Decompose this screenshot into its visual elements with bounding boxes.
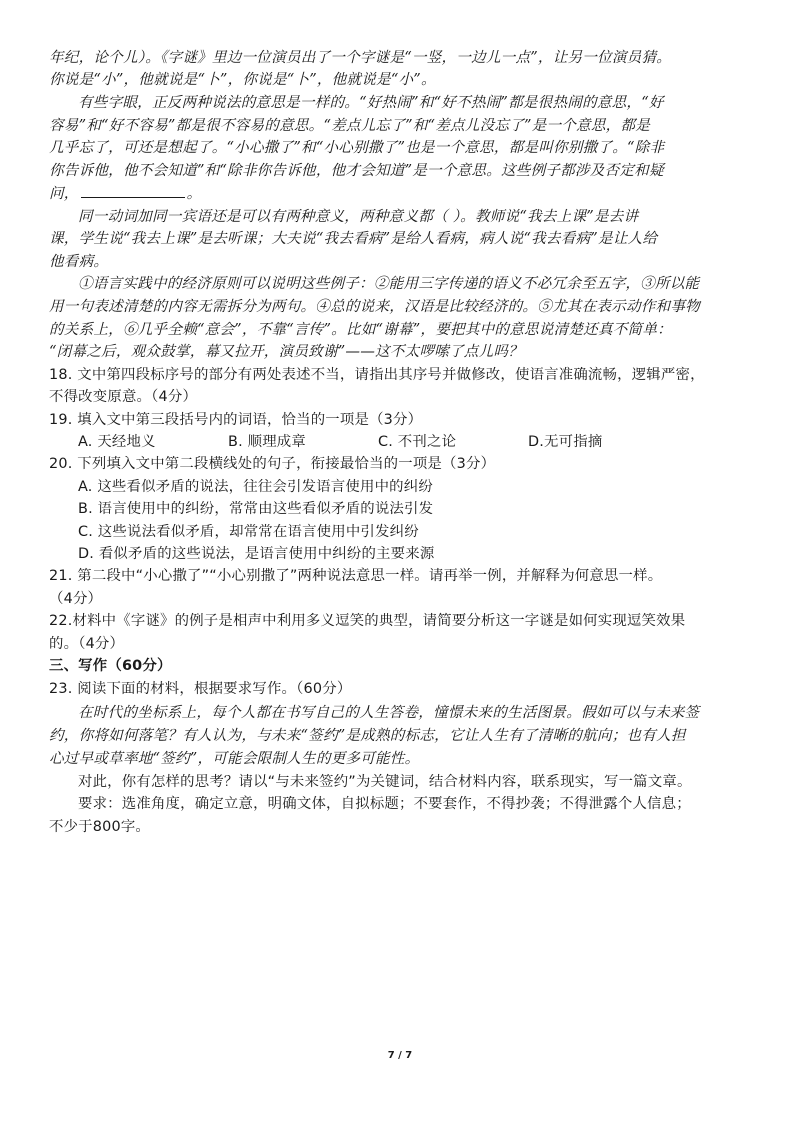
passage-line: 同一动词加同一宾语还是可以有两种意义，两种意义都（ ）。教师说“我去上课”是去讲 — [78, 208, 639, 225]
passage-line: 课，学生说“我去上课”是去听课；大夫说“我去看病”是给人看病，病人说“我去看病”是让人给 — [49, 230, 658, 247]
question-22-cont: 的。（4分） — [49, 636, 125, 652]
question-21-cont: （4分） — [49, 591, 103, 607]
question-18: 18. 文中第四段标序号的部分有两处表述不当，请指出其序号并做修改，使语言准确流畅，逻辑严密， — [49, 367, 705, 383]
passage-line: 用一句表述清楚的内容无需拆分为两句。④总的说来，汉语是比较经济的。⑤尤其在表示动作和事物 — [49, 298, 700, 315]
answer-blank — [81, 183, 185, 198]
passage-line: 几乎忘了，可还是想起了。“小心撒了”和“小心别撒了”也是一个意思，都是叫你别撒了。“除非 — [49, 139, 665, 156]
question-19-options — [78, 431, 790, 453]
option-d: D. 看似矛盾的这些说法，是语言使用中纠纷的主要来源 — [78, 546, 435, 562]
option-c: C. 不刊之论 — [378, 434, 457, 450]
writing-requirements: 要求：选准角度，确定立意，明确文体，自拟标题；不要套作，不得抄袭；不得泄露个人信息； — [78, 796, 691, 812]
material-line: 心过早或草率地“签约”，可能会限制人生的更多可能性。 — [49, 750, 420, 767]
passage-line: 的关系上，⑥几乎全赖“意会”，不靠“言传”。比如“谢幕”，要把其中的意思说清楚还真不简单： — [49, 321, 672, 338]
section-title: 三、写作（60分） — [49, 658, 172, 674]
option-d: D.无可指摘 — [528, 434, 603, 450]
material-line: 约，你将如何落笔？有人认为，与未来“签约”是成熟的标志，它让人生有了清晰的航向；也有人担 — [49, 727, 686, 744]
passage-line: 他看病。 — [49, 253, 109, 270]
passage-line: 有些字眼，正反两种说法的意思是一样的。“好热闹”和“好不热闹”都是很热闹的意思，“好 — [78, 94, 664, 111]
question-22: 22.材料中《字谜》的例子是相声中利用多义逗笑的典型，请简要分析这一字谜是如何实现逗笑效果 — [49, 613, 686, 629]
option-c: C. 这些说法看似矛盾，却常常在语言使用中引发纠纷 — [78, 524, 419, 540]
question-23: 23. 阅读下面的材料，根据要求写作。（60分） — [49, 681, 352, 697]
passage-line: 容易”和“好不容易”都是很不容易的意思。“差点儿忘了”和“差点儿没忘了”是一个意思，都是 — [49, 117, 650, 134]
passage-text: 问， — [49, 185, 79, 202]
passage-line: 你告诉他，他不会知道”和“除非你告诉他，他才会知道”是一个意思。这些例子都涉及否定和疑 — [49, 162, 664, 179]
question-19: 19. 填入文中第三段括号内的词语，恰当的一项是（3分） — [49, 412, 423, 428]
passage-line: “闭幕之后，观众鼓掌，幕又拉开，演员致谢”——这不太啰嗦了点儿吗？ — [49, 343, 523, 360]
question-21: 21. 第二段中“小心撒了”“小心别撒了”两种说法意思一样。请再举一例，并解释为何意思一样。 — [49, 568, 663, 584]
question-20: 20. 下列填入文中第二段横线处的句子，衔接最恰当的一项是（3分） — [49, 456, 496, 472]
passage-text: 。 — [186, 185, 202, 202]
passage-line-with-blank — [49, 183, 761, 205]
option-a: A. 这些看似矛盾的说法，往往会引发语言使用中的纠纷 — [78, 479, 433, 495]
passage-line: 你说是“小”，他就说是“卜”，你说是“卜”，他就说是“小”。 — [49, 71, 436, 88]
option-b: B. 语言使用中的纠纷，常常由这些看似矛盾的说法引发 — [78, 501, 434, 517]
writing-prompt: 对此，你有怎样的思考？请以“与未来签约”为关键词，结合材料内容，联系现实，写一篇文章。 — [78, 774, 692, 790]
option-b: B. 顺理成章 — [228, 434, 306, 450]
passage-line: 年纪，论个儿）。《字谜》里边一位演员出了一个字谜是“一竖，一边儿一点”，让另一位演员猜。 — [49, 49, 672, 66]
material-line: 在时代的坐标系上，每个人都在书写自己的人生答卷，憧憬未来的生活图景。假如可以与未来签 — [78, 704, 700, 721]
writing-requirements-cont: 不少于800字。 — [49, 819, 151, 835]
passage-line: ①语言实践中的经济原则可以说明这些例子：②能用三字传递的语义不必冗余至五字，③所以能 — [78, 275, 700, 292]
question-18-cont: 不得改变原意。（4分） — [49, 389, 198, 405]
option-a: A. 天经地义 — [78, 434, 156, 450]
page-number: 7 / 7 — [387, 1050, 413, 1061]
